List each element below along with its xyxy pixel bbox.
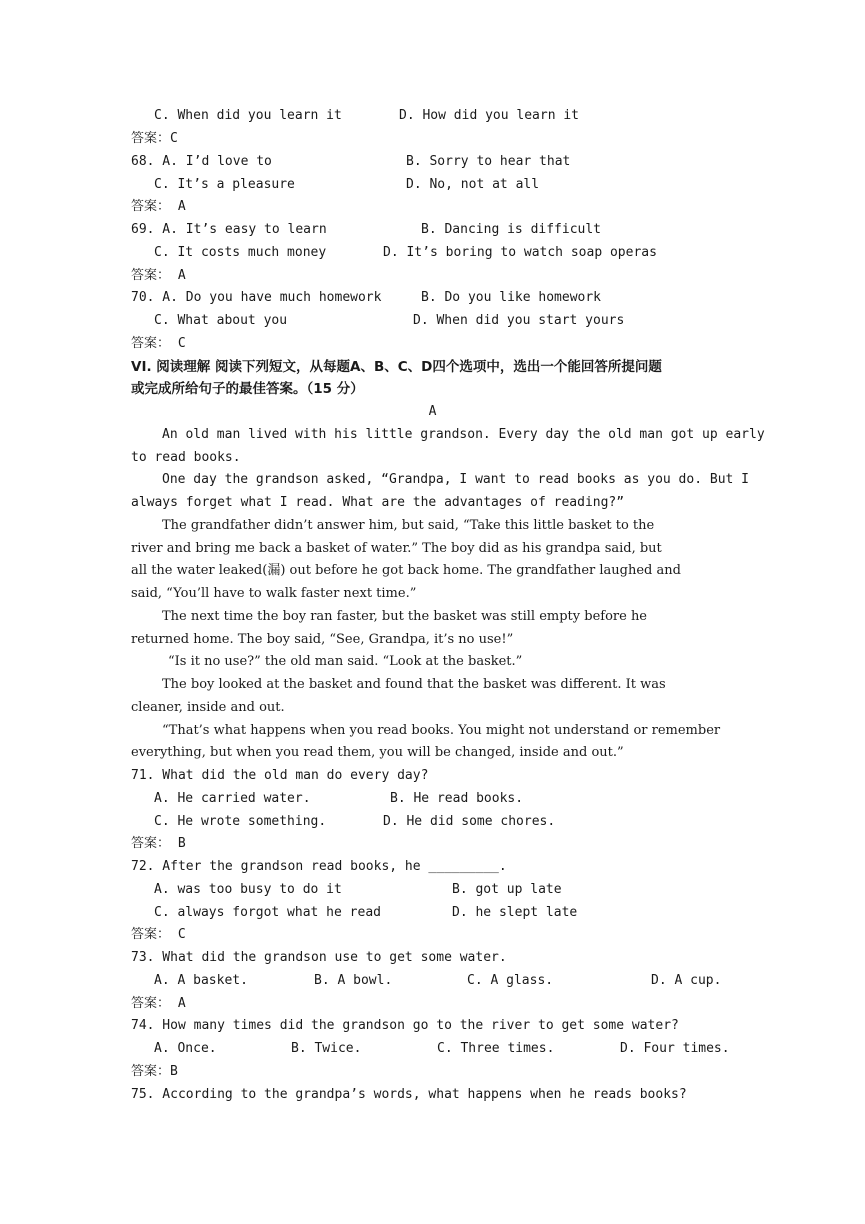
passage-line: “Is it no use?” the old man said. “Look at the basket.” — [168, 654, 523, 669]
q74-answer: 答案：B — [131, 1064, 178, 1079]
q73-option-a: A. A basket. — [154, 973, 248, 988]
q68-option-d: D. No, not at all — [406, 177, 540, 192]
q72-question: 72. After the grandson read books, he _________. — [131, 859, 507, 874]
q68-option-b: B. Sorry to hear that — [406, 154, 571, 169]
q68-option-a: 68. A. I’d love to — [131, 154, 272, 169]
q75-question: 75. According to the grandpa’s words, what happens when he reads books? — [131, 1087, 687, 1102]
q68-option-c: C. It’s a pleasure — [154, 177, 295, 192]
passage-line: The boy looked at the basket and found that the basket was different. It was — [162, 677, 666, 692]
q71-option-c: C. He wrote something. — [154, 814, 327, 829]
q71-option-d: D. He did some chores. — [383, 814, 556, 829]
q69-answer: 答案： A — [131, 268, 186, 283]
passage-line: An old man lived with his little grandson. Every day the old man got up early — [162, 427, 765, 442]
q73-answer: 答案： A — [131, 996, 186, 1011]
q71-question: 71. What did the old man do every day? — [131, 768, 429, 783]
section-heading-cont: 或完成所给句子的最佳答案。（15 分） — [131, 381, 364, 397]
q67-answer: 答案：C — [131, 131, 178, 146]
q74-option-b: B. Twice. — [291, 1041, 362, 1056]
q70-option-c: C. What about you — [154, 313, 288, 328]
q67-option-d: D. How did you learn it — [399, 108, 580, 123]
q71-option-b: B. He read books. — [390, 791, 524, 806]
q70-option-d: D. When did you start yours — [413, 313, 625, 328]
q74-option-c: C. Three times. — [437, 1041, 555, 1056]
passage-line: The next time the boy ran faster, but the basket was still empty before he — [162, 609, 648, 624]
passage-line: river and bring me back a basket of water.” The boy did as his grandpa said, but — [131, 541, 662, 556]
q70-option-a: 70. A. Do you have much homework — [131, 290, 382, 305]
q73-option-b: B. A bowl. — [314, 973, 393, 988]
section-heading: VI. 阅读理解 阅读下列短文，从每题A、B、C、D四个选项中，选出一个能回答所提问题 — [131, 359, 662, 375]
q70-answer: 答案： C — [131, 336, 186, 351]
q74-option-a: A. Once. — [154, 1041, 217, 1056]
q71-answer: 答案： B — [131, 836, 186, 851]
q73-question: 73. What did the grandson use to get some water. — [131, 950, 507, 965]
passage-line: to read books. — [131, 450, 241, 465]
q73-option-d: D. A cup. — [651, 973, 722, 988]
q70-option-b: B. Do you like homework — [421, 290, 602, 305]
q72-option-b: B. got up late — [452, 882, 562, 897]
passage-line: said, “You’ll have to walk faster next time.” — [131, 586, 417, 601]
q72-answer: 答案： C — [131, 927, 186, 942]
q71-option-a: A. He carried water. — [154, 791, 311, 806]
q69-option-a: 69. A. It’s easy to learn — [131, 222, 327, 237]
q69-option-c: C. It costs much money — [154, 245, 327, 260]
q74-option-d: D. Four times. — [620, 1041, 730, 1056]
q72-option-c: C. always forgot what he read — [154, 905, 381, 920]
q69-option-b: B. Dancing is difficult — [421, 222, 602, 237]
q68-answer: 答案： A — [131, 199, 186, 214]
passage-line: One day the grandson asked, “Grandpa, I want to read books as you do. But I — [162, 472, 749, 487]
q72-option-a: A. was too busy to do it — [154, 882, 342, 897]
q72-option-d: D. he slept late — [452, 905, 578, 920]
passage-line: cleaner, inside and out. — [131, 700, 285, 715]
q74-question: 74. How many times did the grandson go to the river to get some water? — [131, 1018, 679, 1033]
passage-line: everything, but when you read them, you will be changed, inside and out.” — [131, 745, 624, 760]
passage-line: all the water leaked(漏) out before he got back home. The grandfather laughed and — [131, 563, 681, 578]
passage-line: “That’s what happens when you read books. You might not understand or remember — [162, 723, 721, 738]
q67-option-c: C. When did you learn it — [154, 108, 342, 123]
q73-option-c: C. A glass. — [467, 973, 554, 988]
passage-line: The grandfather didn’t answer him, but said, “Take this little basket to the — [162, 518, 655, 533]
passage-line: always forget what I read. What are the advantages of reading?” — [131, 495, 625, 510]
passage-line: returned home. The boy said, “See, Grandpa, it’s no use!” — [131, 632, 514, 647]
passage-label: A — [428, 404, 437, 419]
q69-option-d: D. It’s boring to watch soap operas — [383, 245, 657, 260]
